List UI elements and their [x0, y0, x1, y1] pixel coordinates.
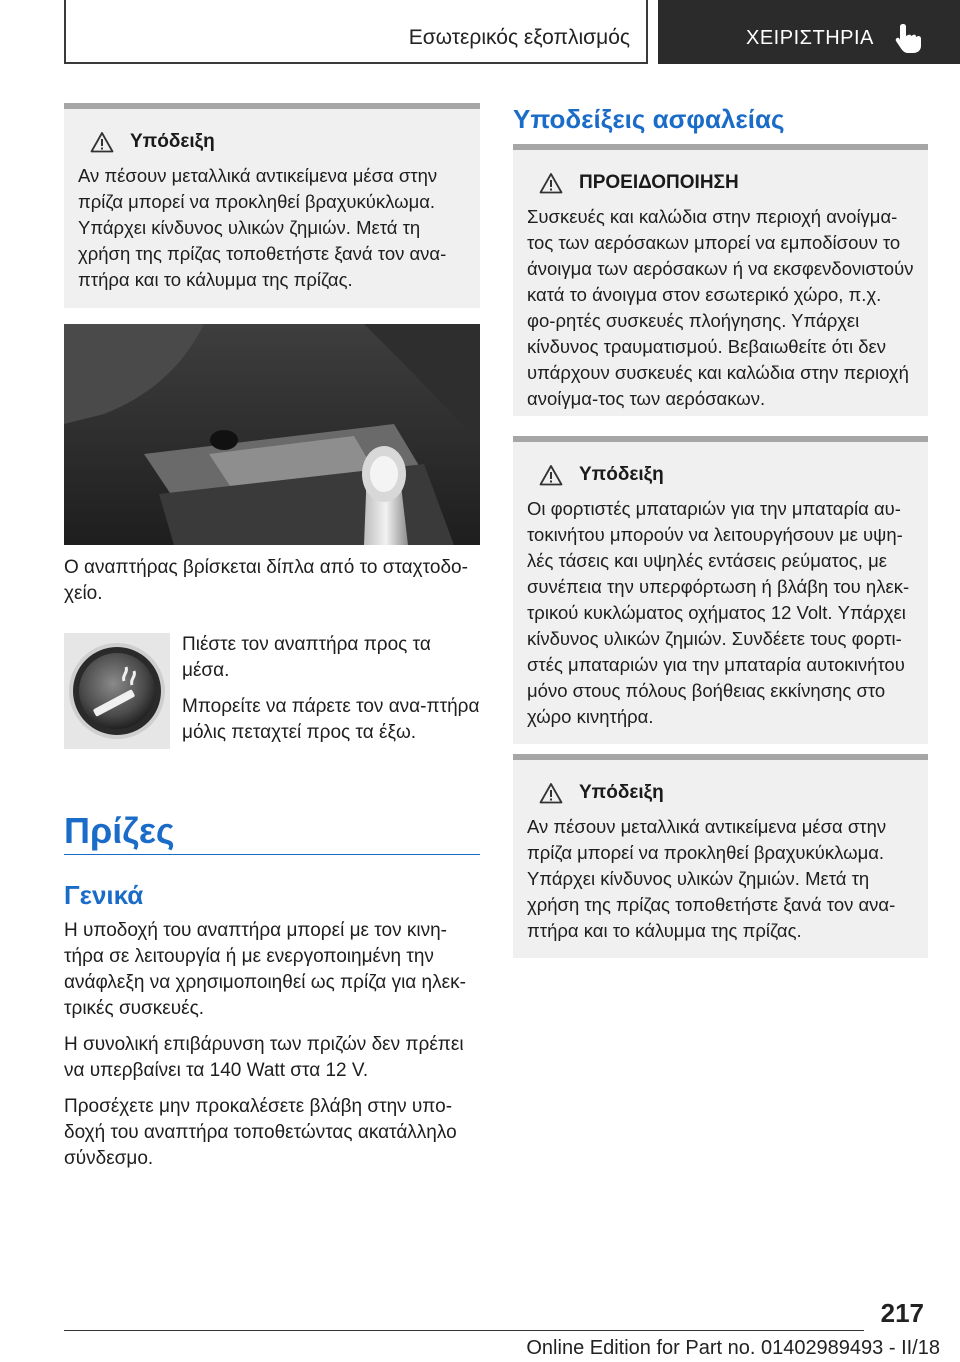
- warning-triangle-icon: [539, 464, 563, 486]
- cigarette-lighter-icon: [64, 633, 170, 749]
- note-box-socket-metal-2: [513, 754, 928, 958]
- note-text: Οι φορτιστές μπαταριών για την μπαταρία αυ-τοκινήτου μπορούν να λειτουργήσουν με υψη-λές τάσεις και υψηλές εντάσεις ρεύματος, με συνέπεια την υπερφόρτωση ή βλάβη του ηλεκ-τρικού κυκλώματος οχήματος 12 Volt. Υπάρχει κίνδυνος υλικών ζημιών. Συνδέετε τους φορτι-στές μπαταριών για την μπαταρία αυτοκινήτου μόνο στους πόλους βοήθειας εκκίνησης στο χώρο κινητήρα.: [527, 498, 910, 727]
- subheading-general: Γενικά: [64, 880, 144, 910]
- general-paragraph-3: Προσέχετε μην προκαλέσετε βλάβη στην υπο-δοχή του αναπτήρα τοποθετώντας ακατάλληλο σύνδεσμο.: [64, 1096, 457, 1169]
- warning-triangle-icon: [539, 172, 563, 194]
- general-body: [64, 918, 480, 1172]
- general-paragraph-1: Η υποδοχή του αναπτήρα μπορεί με τον κινη-τήρα σε λειτουργία ή με ενεργοποιημένη την ανάφλεξη να χρησιμοποιηθεί ως πρίζα για ηλεκ-τρικές συσκευές.: [64, 920, 466, 1019]
- photo-caption: Ο αναπτήρας βρίσκεται δίπλα από το σταχτοδο-χείο.: [64, 557, 468, 604]
- warning-title: ΠΡΟΕΙΔΟΠΟΙΗΣΗ: [527, 172, 914, 194]
- general-paragraph-2: Η συνολική επιβάρυνση των πριζών δεν πρέπει να υπερβαίνει τα 140 Watt στα 12 V.: [64, 1034, 464, 1081]
- footer-edition: Online Edition for Part no. 01402989493 - II/18: [526, 1337, 940, 1359]
- note-title: Υπόδειξη: [527, 464, 914, 486]
- lighter-push-instruction: Πιέστε τον αναπτήρα προς τα μέσα.: [182, 634, 431, 681]
- warning-triangle-icon: [539, 782, 563, 804]
- warning-triangle-icon: [90, 131, 114, 153]
- footer-divider: [64, 1330, 864, 1331]
- header-manual-title: ΧΕΙΡΙΣΤΗΡΙΑ: [746, 27, 874, 49]
- lighter-remove-instruction: Μπορείτε να πάρετε τον ανα-πτήρα μόλις πεταχτεί προς τα έξω.: [182, 696, 480, 743]
- page-number: 217: [880, 1298, 924, 1328]
- header-manual-tab: [658, 0, 960, 64]
- section-heading-sockets: Πρίζες: [64, 810, 175, 851]
- header-section-box: [64, 0, 648, 64]
- pointing-hand-icon: [894, 22, 924, 54]
- warning-box-airbag: [513, 144, 928, 416]
- note-text: Αν πέσουν μεταλλικά αντικείμενα μέσα στην πρίζα μπορεί να προκληθεί βραχυκύκλωμα. Υπάρχει κίνδυνος υλικών ζημιών. Μετά τη χρήση της πρίζας τοποθετήστε ξανά τον ανα-πτήρα και το κάλυμμα της πρίζας.: [78, 165, 447, 290]
- note-title: Υπόδειξη: [78, 131, 466, 153]
- section-heading-safety: Υποδείξεις ασφαλείας: [513, 104, 785, 134]
- heading-divider: [64, 854, 480, 855]
- note-box-charger: [513, 436, 928, 744]
- note-text: Αν πέσουν μεταλλικά αντικείμενα μέσα στην πρίζα μπορεί να προκληθεί βραχυκύκλωμα. Υπάρχει κίνδυνος υλικών ζημιών. Μετά τη χρήση της πρίζας τοποθετήστε ξανά τον ανα-πτήρα και το κάλυμμα της πρίζας.: [527, 816, 896, 941]
- warning-text: Συσκευές και καλώδια στην περιοχή ανοίγμα-τος των αερόσακων μπορεί να εμποδίσουν το άνοιγμα των αερόσακων ή να εκσφενδονιστούν κατά το άνοιγμα στον εσωτερικό χώρο, π.χ. φο-ρητές συσκευές πλοήγησης. Υπάρχει κίνδυνος τραυματισμού. Βεβαιωθείτε ότι δεν υπάρχουν συσκευές και καλώδια στην περιοχή ανοίγμα-τος των αερόσακων.: [527, 206, 914, 409]
- note-title: Υπόδειξη: [527, 782, 914, 804]
- note-box-socket-metal: [64, 103, 480, 308]
- header-section-title: Εσωτερικός εξοπλισμός: [408, 26, 630, 49]
- ashtray-lighter-photo: [64, 324, 480, 545]
